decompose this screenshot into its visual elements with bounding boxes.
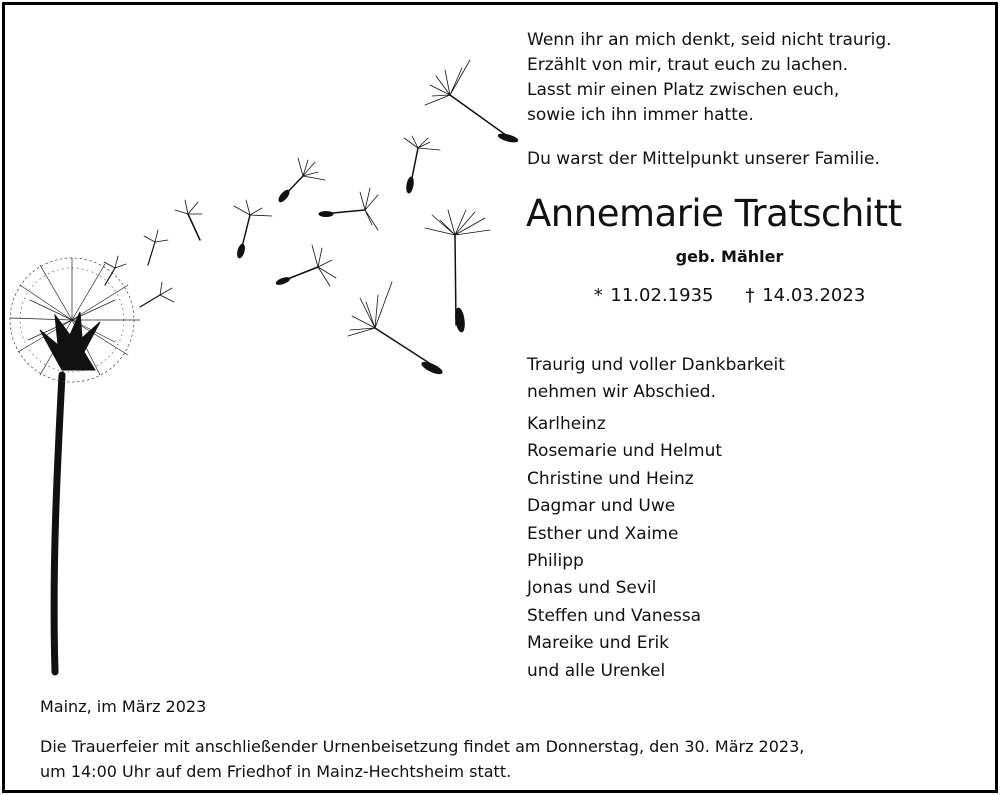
seed-12: [104, 256, 126, 285]
mourner-item: Mareike und Erik: [527, 633, 670, 654]
dandelion-seeds: [104, 60, 518, 376]
deceased-name: Annemarie Tratschitt: [526, 192, 902, 235]
seed-6: [276, 245, 336, 286]
mourner-item: Jonas und Sevil: [527, 578, 657, 599]
death-date: † 14.03.2023: [745, 285, 866, 306]
mourner-item: Steffen und Vanessa: [527, 605, 702, 626]
funeral-notice-line: Die Trauerfeier mit anschließender Urnenbeisetzung findet am Donnerstag, den 30. März 2023,: [40, 737, 805, 756]
seed-7: [348, 282, 443, 376]
life-dates: [527, 285, 932, 306]
maiden-name: geb. Mähler: [675, 247, 784, 266]
seed-1: [425, 60, 518, 143]
mourner-item: Philipp: [527, 551, 584, 572]
funeral-notice-line: um 14:00 Uhr auf dem Friedhof in Mainz-Hechtsheim statt.: [40, 762, 512, 781]
seed-9: [175, 200, 202, 240]
seed-2: [404, 136, 440, 193]
poem-line: Lasst mir einen Platz zwischen euch,: [527, 80, 840, 100]
dandelion-stem: [54, 375, 62, 672]
poem-line: sowie ich ihn immer hatte.: [527, 105, 754, 125]
funeral-notice: [40, 734, 804, 784]
farewell-line: nehmen wir Abschied.: [527, 382, 717, 402]
mourner-item: Dagmar und Uwe: [527, 496, 676, 517]
farewell-line: Traurig und voller Dankbarkeit: [527, 355, 785, 375]
mourner-item: Rosemarie und Helmut: [527, 441, 723, 462]
dandelion-illustration: [0, 30, 520, 690]
place-and-date: Mainz, im März 2023: [40, 697, 207, 716]
seed-5: [425, 210, 490, 332]
birth-date: * 11.02.1935: [593, 285, 714, 306]
mourner-item: Christine und Heinz: [527, 468, 694, 489]
mourners-list: [527, 411, 722, 685]
poem-line: Erzählt von mir, traut euch zu lachen.: [527, 55, 849, 75]
mourner-item: Karlheinz: [527, 414, 606, 434]
seed-8: [234, 200, 272, 259]
seed-4: [319, 188, 378, 230]
dedication-line: Du warst der Mittelpunkt unserer Familie.: [527, 149, 880, 169]
seed-10: [144, 230, 168, 265]
poem: [527, 28, 892, 128]
poem-line: Wenn ihr an mich denkt, seid nicht traurig.: [527, 30, 892, 50]
mourner-item: Esther und Xaime: [527, 523, 679, 544]
seed-11: [140, 282, 174, 307]
seed-3: [277, 158, 325, 203]
mourner-item: und alle Urenkel: [527, 660, 666, 681]
farewell-text: [527, 352, 785, 406]
